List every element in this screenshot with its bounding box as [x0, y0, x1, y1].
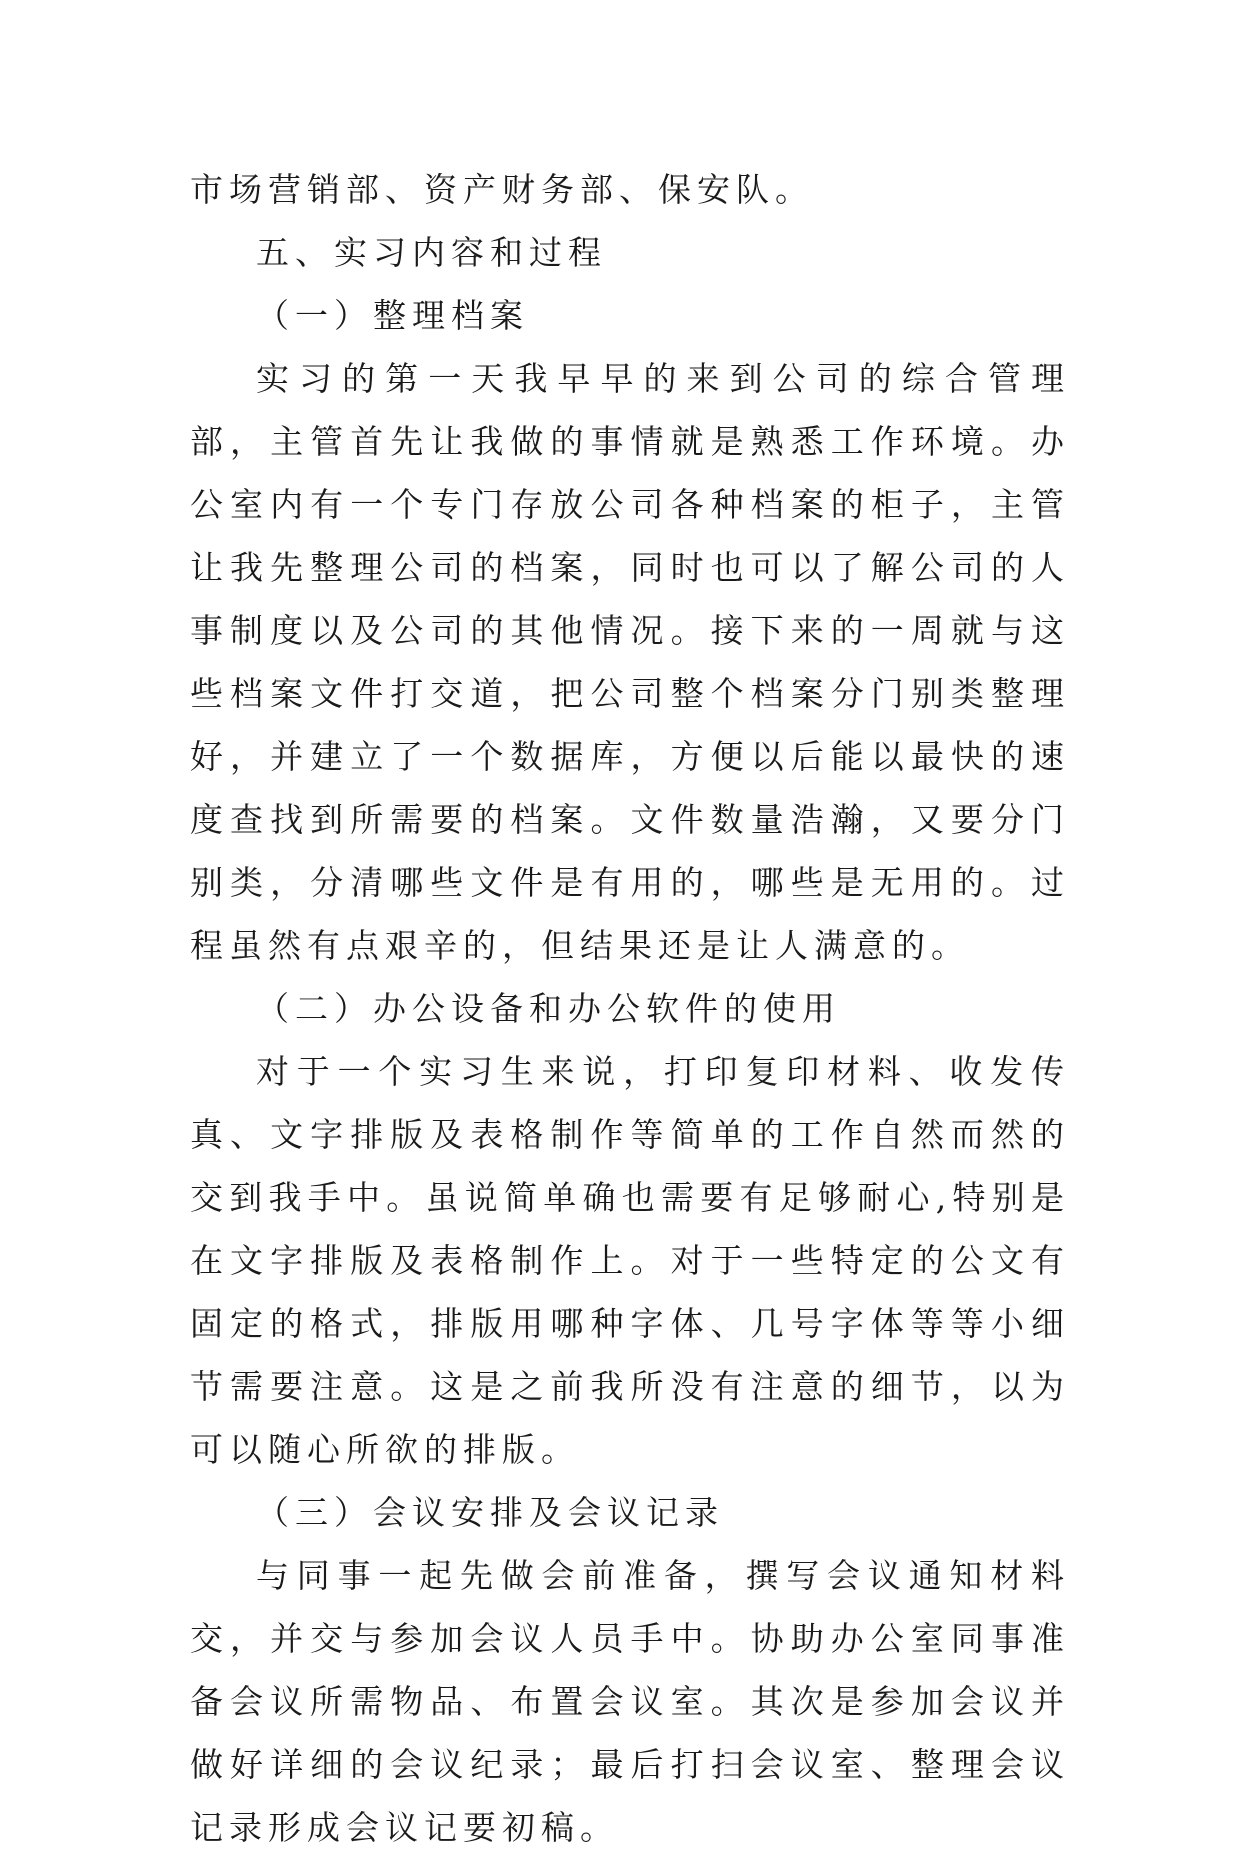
document-body	[190, 158, 1070, 1859]
continuation-text: 市场营销部、资产财务部、保安队。	[190, 170, 814, 209]
paragraph-archive: 实习的第一天我早早的来到公司的综合管理部，主管首先让我做的事情就是熟悉工作环境。办公室内有一个专门存放公司各种档案的柜子，主管让我先整理公司的档案，同时也可以了解公司的人事制度以及公司的其他情况。接下来的一周就与这些档案文件打交道，把公司整个档案分门别类整理好，并建立了一个数据库，方便以后能以最快的速度查找到所需要的档案。文件数量浩瀚，又要分门别类，分清哪些文件是有用的，哪些是无用的。过程虽然有点艰辛的，但结果还是让人满意的。	[190, 359, 1070, 965]
subsection-heading-3: （三）会议安排及会议记录	[256, 1493, 724, 1532]
subsection-heading-1: （一）整理档案	[256, 296, 529, 335]
section-heading: 五、实习内容和过程	[256, 233, 607, 272]
subsection-heading-2: （二）办公设备和办公软件的使用	[256, 989, 841, 1028]
paragraph-office-equipment: 对于一个实习生来说，打印复印材料、收发传真、文字排版及表格制作等简单的工作自然而然的交到我手中。虽说简单确也需要有足够耐心,特别是在文字排版及表格制作上。对于一些特定的公文有固定的格式，排版用哪种字体、几号字体等等小细节需要注意。这是之前我所没有注意的细节，以为可以随心所欲的排版。	[190, 1052, 1070, 1469]
paragraph-meeting: 与同事一起先做会前准备，撰写会议通知材料交，并交与参加会议人员手中。协助办公室同事准备会议所需物品、布置会议室。其次是参加会议并做好详细的会议纪录；最后打扫会议室、整理会议记录形成会议记要初稿。	[190, 1556, 1070, 1847]
